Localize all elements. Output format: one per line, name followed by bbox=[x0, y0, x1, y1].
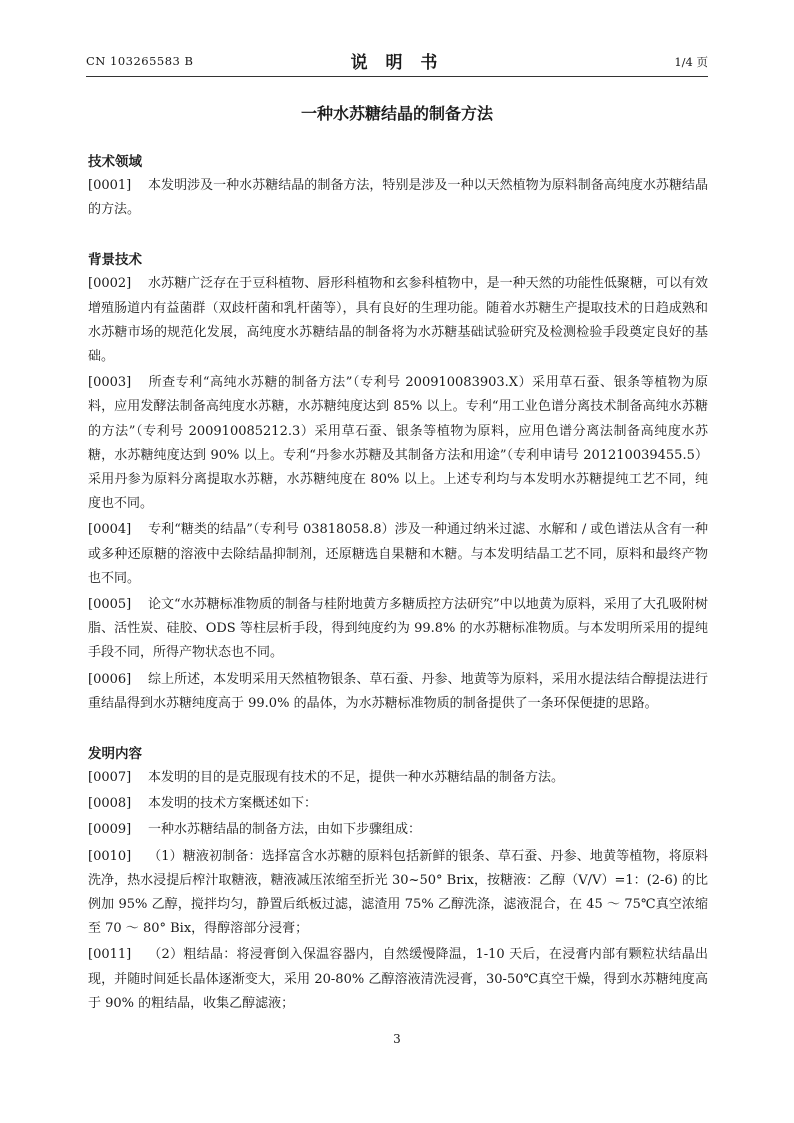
paragraph-number: [0010] bbox=[88, 848, 132, 864]
page-number: 3 bbox=[393, 1032, 401, 1046]
paragraph-number: [0008] bbox=[88, 796, 132, 812]
paragraph bbox=[88, 272, 708, 369]
patent-number: CN 103265583 B bbox=[86, 54, 194, 68]
paragraph-text: 所查专利“高纯水苏糖的制备方法”（专利号 200910083903.X）采用草石蚕、银条等植物为原料，应用发酵法制备高纯度水苏糖，水苏糖纯度达到 85% 以上。专利“用工业色谱分离技术制备高纯水苏糖的方法”（专利号 200910085212.3）采用草石蚕、银条等植物为原料，应用色谱分离法制备高纯度水苏糖，水苏糖纯度达到 90% 以上。专利“丹参水苏糖及其制备方法和用途”（专利申请号 201210039455.5）采用丹参为原料分离提取水苏糖，水苏糖纯度在 80% 以上。上述专利均与本发明水苏糖提纯工艺不同，纯度也不同。 bbox=[88, 375, 708, 512]
paragraph-number: [0005] bbox=[88, 597, 132, 613]
paragraph-number: [0001] bbox=[88, 178, 132, 193]
paragraph-text: 本发明的目的是克服现有技术的不足，提供一种水苏糖结晶的制备方法。 bbox=[148, 770, 565, 786]
paragraph bbox=[88, 371, 708, 516]
paragraph bbox=[88, 593, 708, 666]
paragraph bbox=[88, 668, 708, 716]
paragraph-number: [0006] bbox=[88, 671, 132, 687]
document-title: 一种水苏糖结晶的制备方法 bbox=[300, 104, 493, 123]
paragraph-text: 综上所述，本发明采用天然植物银条、草石蚕、丹参、地黄等为原料，采用水提法结合醇提法进行重结晶得到水苏糖纯度高于 99.0% 的晶体，为水苏糖标准物质的制备提供了一条环保便捷的思路。 bbox=[88, 671, 708, 711]
page-header bbox=[86, 48, 708, 74]
paragraph-number: [0003] bbox=[88, 375, 132, 391]
paragraph-text: 水苏糖广泛存在于豆科植物、唇形科植物和玄参科植物中，是一种天然的功能性低聚糖，可以有效增殖肠道内有益菌群（双歧杆菌和乳杆菌等），具有良好的生理功能。随着水苏糖生产提取技术的日趋成熟和水苏糖市场的规范化发展，高纯度水苏糖结晶的制备将为水苏糖基础试验研究及检测检验手段奠定良好的基础。 bbox=[88, 276, 708, 365]
paragraph bbox=[88, 845, 708, 942]
paragraph-text: 专利“糖类的结晶”（专利号 03818058.8）涉及一种通过纳米过滤、水解和 / 或色谱法从含有一种或多种还原糖的溶液中去除结晶抑制剂，还原糖选自果糖和木糖。与本发明结晶工艺不同，原料和最终产物也不同。 bbox=[88, 522, 708, 586]
paragraph bbox=[88, 792, 708, 816]
section-heading-tech-field: 技术领域 bbox=[88, 154, 142, 170]
paragraph-number: [0002] bbox=[88, 276, 132, 292]
document-type: 说 明 书 bbox=[350, 53, 444, 73]
section-heading-invention: 发明内容 bbox=[88, 746, 142, 763]
paragraph-number: [0011] bbox=[88, 947, 132, 963]
paragraph bbox=[88, 518, 708, 591]
document-body bbox=[88, 150, 708, 1018]
paragraph-number: [0007] bbox=[88, 770, 132, 786]
paragraph bbox=[88, 818, 708, 842]
section-heading-background: 背景技术 bbox=[88, 252, 142, 269]
paragraph-number: [0009] bbox=[88, 822, 132, 838]
paragraph-text: 论文“水苏糖标准物质的制备与桂附地黄方多糖质控方法研究”中以地黄为原料，采用了大孔吸附树脂、活性炭、硅胶、ODS 等柱层析手段，得到纯度约为 99.8% 的水苏糖标准物质。与本发明所采用的提纯手段不同，所得产物状态也不同。 bbox=[88, 597, 708, 661]
page-indicator: 1/4 页 bbox=[674, 55, 708, 69]
paragraph-text: （2）粗结晶：将浸膏倒入保温容器内，自然缓慢降温，1-10 天后，在浸膏内部有颗粒状结晶出现，并随时间延长晶体逐渐变大，采用 20-80% 乙醇溶液清洗浸膏，30-50℃真空干燥，得到水苏糖纯度高于 90% 的粗结晶，收集乙醇滤液； bbox=[88, 947, 708, 1011]
paragraph bbox=[88, 174, 708, 222]
paragraph-text: 一种水苏糖结晶的制备方法，由如下步骤组成： bbox=[148, 822, 422, 838]
header-divider bbox=[86, 76, 708, 77]
paragraph-text: （1）糖液初制备：选择富含水苏糖的原料包括新鲜的银条、草石蚕、丹参、地黄等植物，将原料洗净，热水浸提后榨汁取糖液，糖液减压浓缩至折光 30~50° Brix，按糖液：乙醇（V/V）=1：(2-6) 的比例加 95% 乙醇，搅拌均匀，静置后纸板过滤，滤渣用 75% 乙醇洗涤，滤液混合，在 45 ～ 75℃真空浓缩至 70 ～ 80° Bix，得醇溶部分浸膏； bbox=[88, 848, 708, 937]
paragraph-text: 本发明涉及一种水苏糖结晶的制备方法，特别是涉及一种以天然植物为原料制备高纯度水苏糖结晶的方法。 bbox=[88, 178, 708, 218]
paragraph bbox=[88, 943, 708, 1016]
paragraph-text: 本发明的技术方案概述如下： bbox=[148, 796, 318, 812]
paragraph bbox=[88, 766, 708, 790]
paragraph-number: [0004] bbox=[88, 522, 132, 538]
